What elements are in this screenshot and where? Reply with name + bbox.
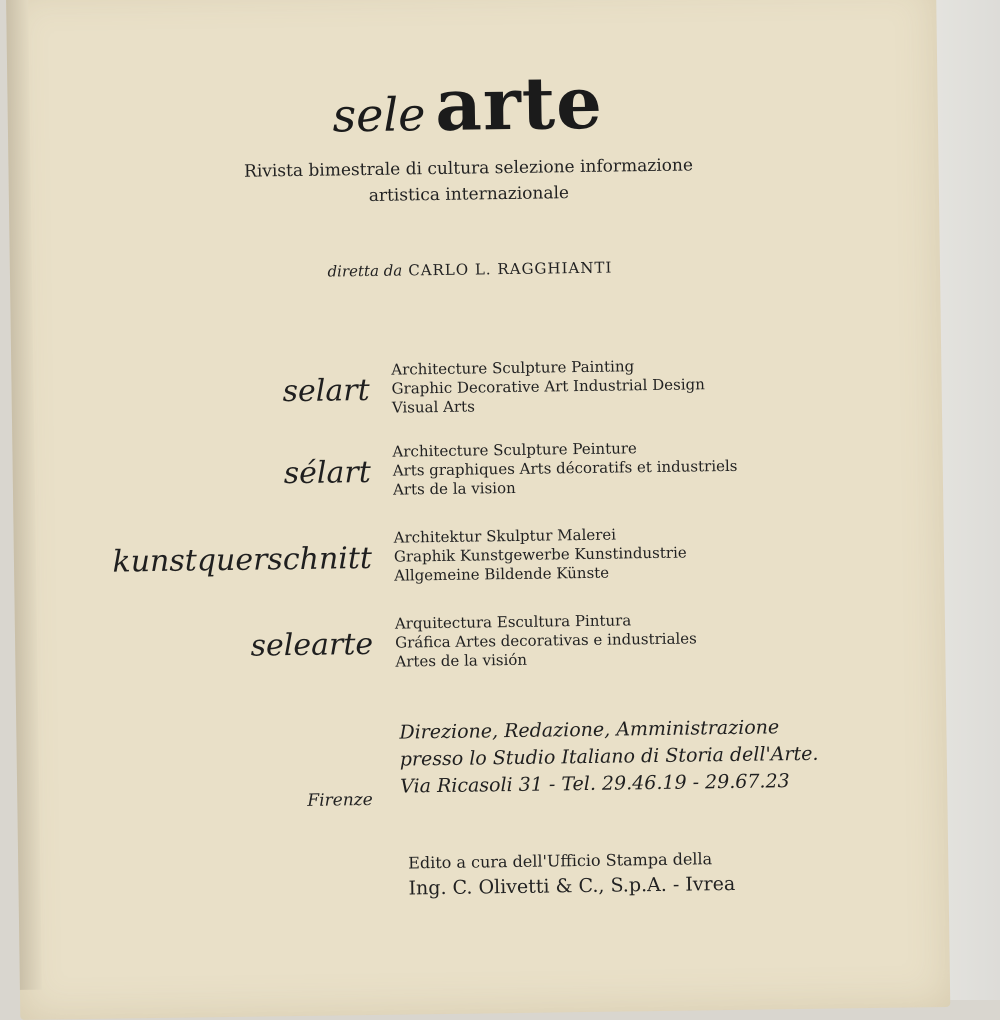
publisher-line-1: Edito a cura dell'Ufficio Stampa della	[408, 849, 713, 873]
edition-line: Graphic Decorative Art Industrial Design	[391, 375, 705, 398]
edition-line: Architektur Skulptur Malerei	[393, 525, 617, 547]
edition-line: Arts graphiques Arts décoratifs et industriels	[392, 456, 738, 480]
edition-lines	[395, 610, 697, 671]
subtitle-line-1: Rivista bimestrale di cultura selezione informazione	[243, 155, 694, 182]
edition-line: Visual Arts	[391, 397, 475, 417]
publisher-credit	[408, 848, 735, 903]
publisher-line-2: Ing. C. Olivetti & C., S.p.A. - Ivrea	[408, 872, 736, 900]
edition-name: sélart	[283, 454, 372, 492]
masthead-sele: sele	[332, 87, 426, 143]
edition-lines	[392, 438, 737, 500]
edition-name: selart	[282, 372, 370, 410]
director-prefix: diretta da	[327, 261, 403, 281]
city-label: Firenze	[307, 789, 373, 811]
director-credit	[10, 254, 930, 285]
subtitle-line-2: artistica internazionale	[368, 183, 570, 206]
edition-line: Graphik Kunstgewerbe Kunstindustrie	[393, 543, 687, 566]
address-line-1: Direzione, Redazione, Amministrazione	[399, 716, 780, 744]
edition-spanish	[15, 607, 946, 690]
edition-name: selearte	[250, 626, 374, 664]
edition-line: Arquitectura Escultura Pintura	[394, 611, 632, 633]
edition-line: Artes de la visión	[395, 650, 528, 671]
edition-line: Arts de la vision	[392, 478, 516, 499]
director-name: CARLO L. RAGGHIANTI	[408, 258, 613, 280]
edition-name: kunstquerschnitt	[112, 540, 373, 580]
edition-line: Architecture Sculpture Peinture	[392, 439, 637, 461]
address-line-2: presso lo Studio Italiano di Storia dell'Arte.	[399, 742, 819, 771]
edition-english	[11, 353, 942, 436]
edition-line: Architecture Sculpture Painting	[391, 357, 635, 379]
editorial-address	[399, 714, 819, 801]
masthead-arte: arte	[434, 59, 604, 148]
edition-french	[12, 435, 943, 518]
magazine-page	[6, 0, 950, 1020]
masthead	[7, 55, 928, 153]
edition-german	[14, 521, 945, 604]
edition-lines	[391, 356, 705, 417]
edition-line: Allgemeine Bildende Künste	[394, 563, 610, 585]
edition-lines	[394, 525, 688, 586]
subtitle	[8, 149, 929, 214]
edition-line: Gráfica Artes decorativas e industriales	[395, 629, 697, 652]
address-line-3: Via Ricasoli 31 - Tel. 29.46.19 - 29.67.23	[400, 770, 790, 798]
